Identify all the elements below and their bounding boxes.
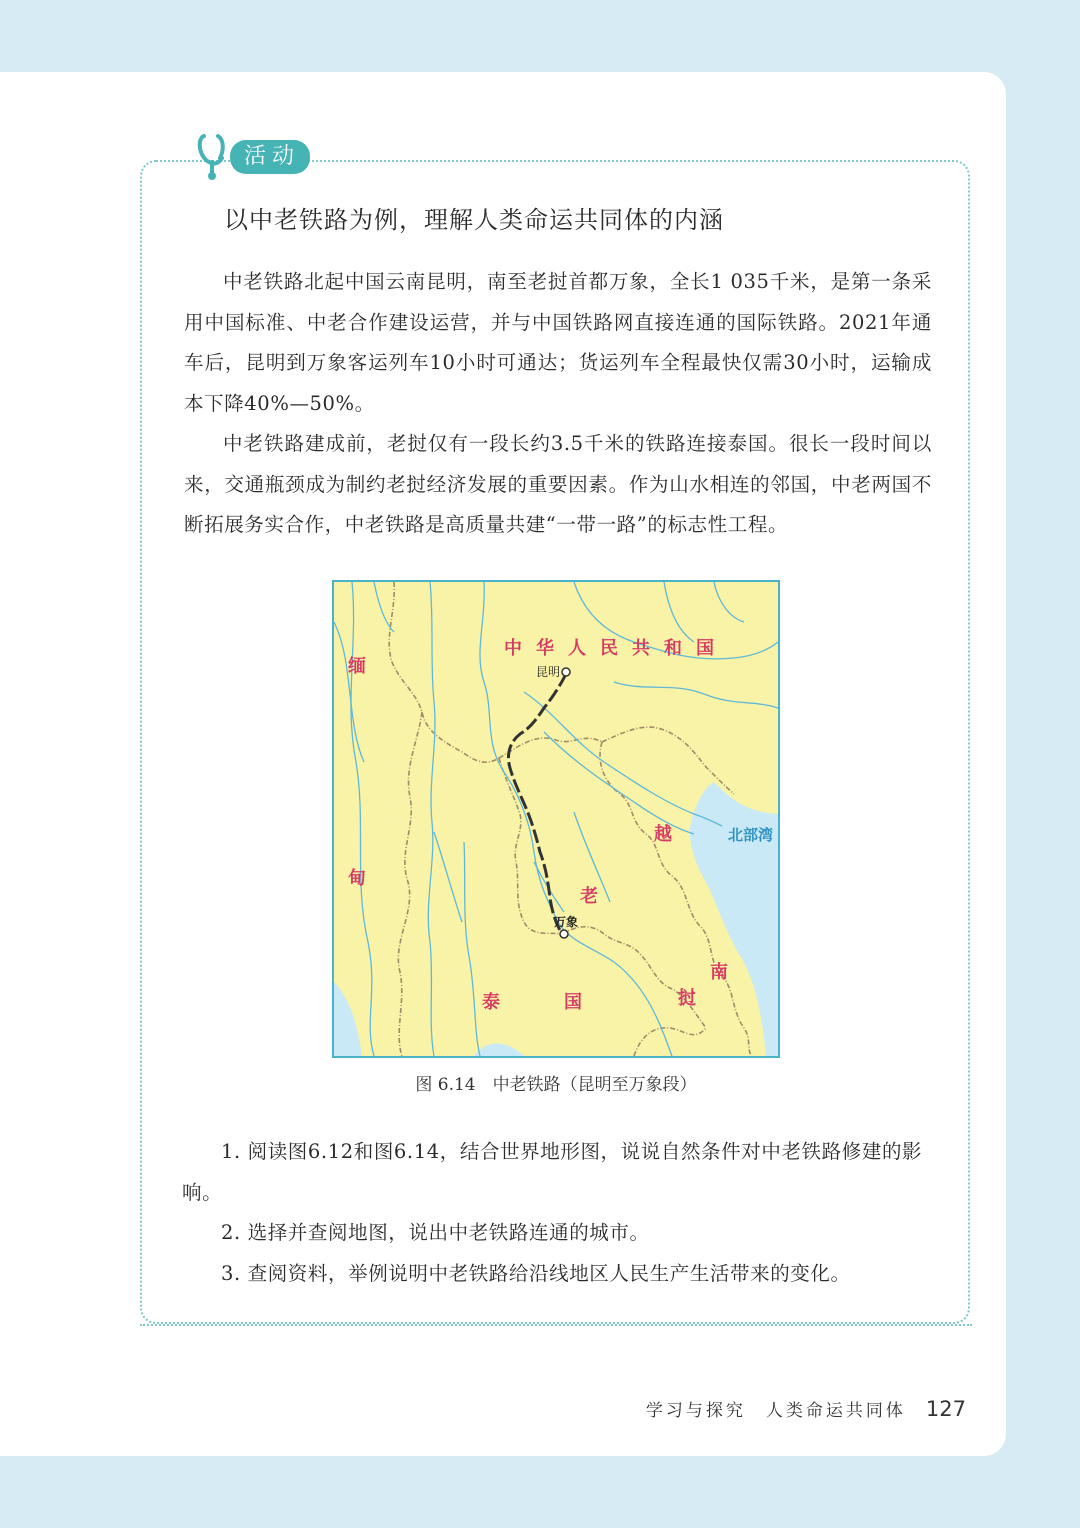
border-laos-thailand <box>562 927 706 1028</box>
railway-map <box>332 580 780 1058</box>
river-chindwin <box>334 622 364 762</box>
vientiane-marker <box>560 930 568 938</box>
paragraph-1: 中老铁路北起中国云南昆明，南至老挝首都万象，全长1 035千米，是第一条采用中国标准、中老合作建设运营，并与中国铁路网直接连通的国际铁路。2021年通车后，昆明到万象客运列车10小时可通达；货运列车全程最快仅需30小时，运输成本下降40%—50%。 <box>184 270 932 415</box>
label-vietnam-1: 越 <box>654 824 672 845</box>
kunming-marker <box>562 668 570 676</box>
andaman-sea <box>334 982 362 1056</box>
label-myanmar-1: 缅 <box>348 656 366 677</box>
activity-badge <box>194 132 310 182</box>
label-kunming: 昆明 <box>536 665 561 679</box>
river-salween <box>428 582 435 1056</box>
question-1: 1. 阅读图6.12和图6.14，结合世界地形图，说说自然条件对中老铁路修建的影响。 <box>182 1140 923 1204</box>
label-thailand-1: 泰 <box>482 992 500 1013</box>
label-vientiane: 万象 <box>554 915 579 929</box>
border-china-myanmar <box>389 582 499 762</box>
river-red <box>524 692 722 826</box>
activity-title: 以中老铁路为例，理解人类命运共同体的内涵 <box>224 206 724 234</box>
question-3: 3. 查阅资料，举例说明中老铁路给沿线地区人民生产生活带来的变化。 <box>221 1262 851 1285</box>
label-gulf-of-tonkin: 北部湾 <box>728 826 774 844</box>
river-chao-phraya <box>464 842 480 1056</box>
river-irrawaddy <box>351 582 374 1056</box>
paragraph-2: 中老铁路建成前，老挝仅有一段长约3.5千米的铁路连接泰国。很长一段时间以来，交通瓶颈成为制约老挝经济发展的重要因素。作为山水相连的邻国，中老两国不断拓展务实合作，中老铁路是高质量共建“一带一路”的标志性工程。 <box>184 432 932 536</box>
river-tributary-1 <box>664 582 694 642</box>
label-laos-2: 挝 <box>678 988 696 1009</box>
gulf-of-tonkin-sea <box>690 782 778 1056</box>
page-footer <box>646 1396 966 1421</box>
activity-box-bottom-rule <box>140 1324 972 1328</box>
river-ping <box>434 832 462 922</box>
river-black <box>544 732 694 834</box>
gulf-of-thailand-sea <box>474 1044 524 1056</box>
figure-caption: 图 6.14 中老铁路（昆明至万象段） <box>415 1075 697 1095</box>
footer-book-title: 学习与探究 人类命运共同体 <box>645 1401 906 1421</box>
border-myanmar-thailand <box>398 712 422 1056</box>
label-china: 中华人民共和国 <box>504 638 728 659</box>
question-2: 2. 选择并查阅地图，说出中老铁路连通的城市。 <box>221 1221 650 1244</box>
page-number: 127 <box>925 1397 966 1421</box>
river-tributary-2 <box>714 582 744 622</box>
label-thailand-2: 国 <box>564 992 582 1013</box>
label-laos-1: 老 <box>580 886 598 907</box>
river-pearl <box>614 682 778 708</box>
activity-badge-label: 活动 <box>230 140 310 174</box>
label-vietnam-2: 南 <box>710 962 728 983</box>
railway-map-svg <box>334 582 778 1056</box>
label-myanmar-2: 甸 <box>348 868 366 889</box>
